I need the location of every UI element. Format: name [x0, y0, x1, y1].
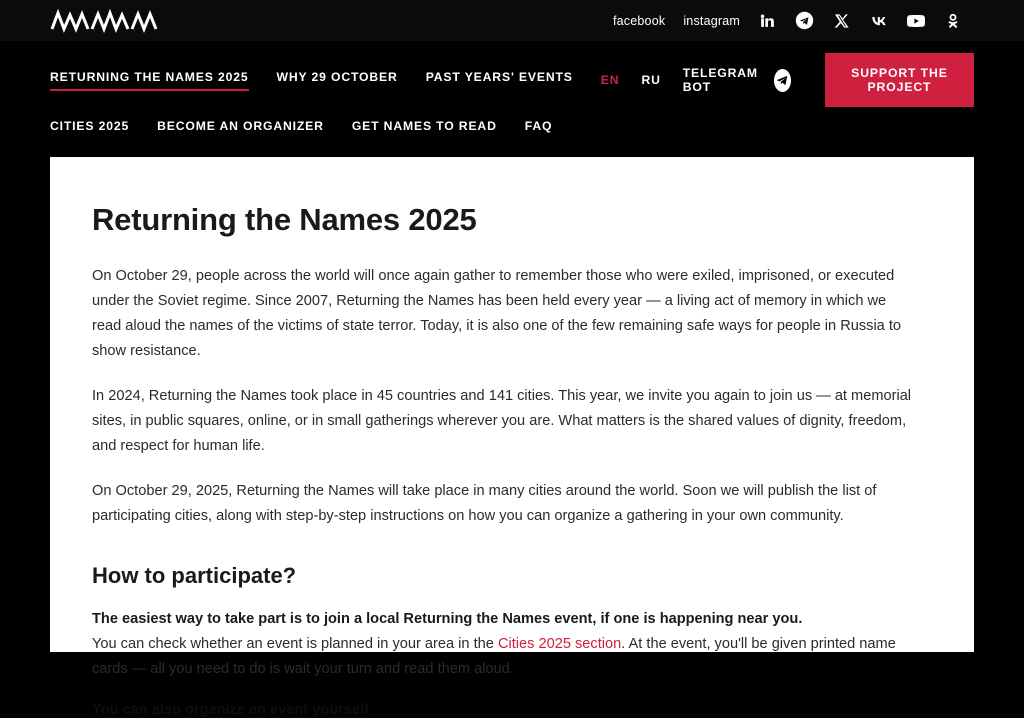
site-logo[interactable] [50, 8, 162, 34]
cities-2025-section-link[interactable]: Cities 2025 section [497, 636, 622, 653]
nav-item-past-years-events[interactable]: PAST YEARS' EVENTS [425, 69, 573, 84]
participate-body-before-link: You can check whether an event is planned in your area in the [92, 636, 498, 653]
linkedin-icon[interactable] [758, 11, 777, 30]
nav-item-why-29-october[interactable]: WHY 29 OCTOBER [276, 69, 398, 84]
telegram-icon[interactable] [795, 11, 814, 30]
main-navigation [0, 41, 1024, 157]
next-section-partial-text: You can also organize an event yourself [92, 702, 370, 718]
intro-paragraph-2: In 2024, Returning the Names took place in 45 countries and 141 cities. This year, we invite you again to join us — at memorial sites, in public squares, online, or in small gatherings wherever you are. What matters is the shared values of dignity, freedom, and respect for human life. [92, 388, 912, 455]
nav-item-get-names-to-read[interactable]: GET NAMES TO READ [351, 118, 497, 133]
youtube-icon[interactable] [906, 11, 925, 30]
intro-paragraph-1: On October 29, people across the world will once again gather to remember those who were exiled, imprisoned, or executed under the Soviet regime. Since 2007, Returning the Names has been held every year — a living act of memory in which we read aloud the names of the victims of state terror. Today, it is also one of the few remaining safe ways for people in Russia to show resistance. [92, 268, 902, 360]
page-title: Returning the Names 2025 [92, 202, 477, 237]
nav-item-cities-2025[interactable]: CITIES 2025 [50, 118, 130, 133]
nav-item-returning-the-names-2025[interactable]: RETURNING THE NAMES 2025 [50, 70, 249, 91]
nav-item-become-an-organizer[interactable]: BECOME AN ORGANIZER [157, 118, 324, 133]
x-twitter-icon[interactable] [832, 11, 851, 30]
lang-switch-ru[interactable]: RU [641, 73, 661, 87]
facebook-link[interactable]: facebook [612, 13, 666, 28]
telegram-bot-label: TELEGRAM BOT [682, 66, 758, 94]
content-area [50, 157, 974, 718]
section-heading-how-to-participate: How to participate? [92, 563, 297, 589]
nav-item-faq[interactable]: FAQ [524, 118, 553, 133]
odnoklassniki-icon[interactable] [943, 11, 962, 30]
social-links [613, 11, 962, 30]
nav-primary-row [0, 53, 1024, 107]
telegram-bot-link[interactable] [683, 66, 791, 94]
participate-lead: The easiest way to take part is to join a local Returning the Names event, if one is happening near you. [92, 611, 803, 628]
telegram-icon [774, 69, 791, 92]
content-inner [92, 201, 918, 718]
participate-body-after-link: . At the event, you'll be given printed name cards — all you need to do is wait your turn and read them aloud. [92, 636, 896, 678]
participate-body [92, 632, 918, 682]
nav-secondary-row [0, 107, 1024, 143]
lang-switch-en[interactable]: EN [600, 73, 620, 87]
support-the-project-button[interactable]: SUPPORT THE PROJECT [825, 53, 974, 107]
vk-icon[interactable] [869, 11, 888, 30]
intro-paragraph-3: On October 29, 2025, Returning the Names will take place in many cities around the world. Soon we will publish the list of participating cities, along with step-by-step instructions on how you can organize a gathering in your own community. [92, 483, 877, 525]
top-bar [0, 0, 1024, 41]
instagram-link[interactable]: instagram [683, 13, 740, 28]
